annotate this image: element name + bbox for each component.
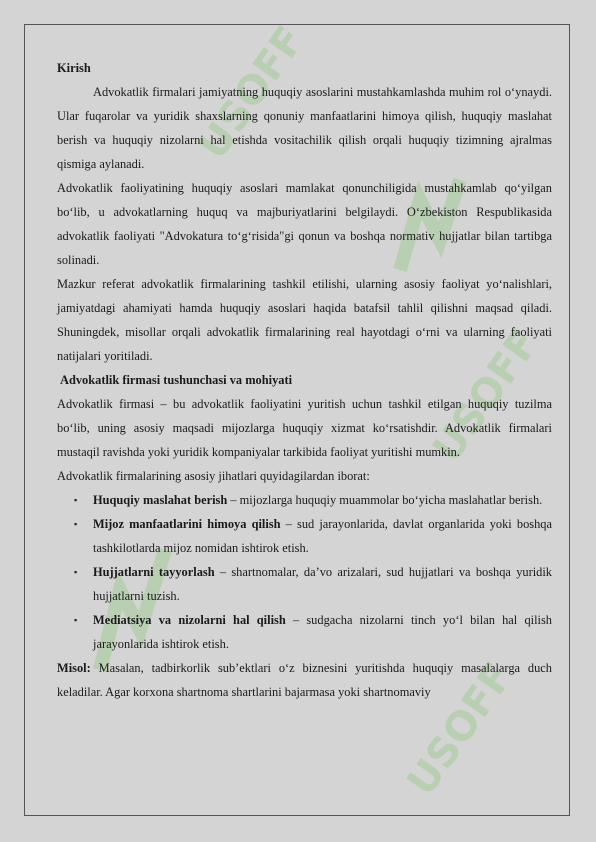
intro-paragraph-1: Advokatlik firmalari jamiyatning huquqiy asoslarini mustahkamlashda muhim rol o‘ynaydi. Ular fuqarolar va yuridik shaxslarning qonuniy manfaatlarini himoya qilish, huquqiy maslahat berish va huquqiy nizolarni hal etishda vositachilik qilish orqali huquqiy tizimning ajralmas qismiga aylanadi. xyxy=(57,85,552,171)
list-item-text: – mijozlarga huquqiy muammolar bo‘yicha maslahatlar berish. xyxy=(227,493,543,507)
aspects-list xyxy=(57,488,552,656)
bullet-icon: ▪ xyxy=(74,495,78,505)
svg-text:USOFF: USOFF xyxy=(190,18,314,168)
list-item-text: – shartnomalar, da’vo arizalari, sud hujjatlari va boshqa yuridik hujjatlarni tuzish. xyxy=(93,565,552,603)
svg-text:USOFF: USOFF xyxy=(398,654,523,804)
bullet-icon: ▪ xyxy=(74,567,78,577)
list-item xyxy=(57,560,552,608)
intro-heading: Kirish xyxy=(57,61,91,75)
list-item-text: – sud jarayonlarida, davlat organlarida yoki boshqa tashkilotlarda mijoz nomidan ishtirok etish. xyxy=(93,517,552,555)
bullet-icon: ▪ xyxy=(74,615,78,625)
example-paragraph xyxy=(57,656,552,704)
list-item xyxy=(57,512,552,560)
section-paragraph-2: Advokatlik firmalarining asosiy jihatlari quyidagilardan iborat: xyxy=(57,469,370,483)
section-heading: Advokatlik firmasi tushunchasi va mohiyati xyxy=(60,373,293,387)
list-item xyxy=(57,488,552,512)
list-item-text: – sudgacha nizolarni tinch yo‘l bilan hal qilish jarayonlarida ishtirok etish. xyxy=(93,613,552,651)
document-body xyxy=(57,56,552,704)
list-item-term: Hujjatlarni tayyorlash xyxy=(93,565,215,579)
svg-text:USOFF: USOFF xyxy=(424,321,548,471)
list-item-term: Mediatsiya va nizolarni hal qilish xyxy=(93,613,286,627)
bullet-icon: ▪ xyxy=(74,519,78,529)
intro-paragraph-3: Mazkur referat advokatlik firmalarining tashkil etilishi, ularning asosiy faoliyat yo‘nalishlari, jamiyatdagi ahamiyati hamda huquqiy asoslari haqida batafsil tahlil qilishni maqsad qiladi. Shuningdek, misollar orqali advokatlik firmalarining real hayotdagi o‘rni va ularning faoliyati natijalari yoritiladi. xyxy=(57,277,552,363)
list-item-term: Mijoz manfaatlarini himoya qilish xyxy=(93,517,281,531)
list-item xyxy=(57,608,552,656)
intro-paragraph-2: Advokatlik faoliyatining huquqiy asoslari mamlakat qonunchiligida mustahkamlab qo‘yilgan bo‘lib, u advokatlarning huquq va majburiyatlarini belgilaydi. O‘zbekiston Respublikasida advokatlik faoliyati "Advokatura to‘g‘risida"gi qonun va boshqa normativ hujjatlar bilan tartibga solinadi. xyxy=(57,181,552,267)
example-text: Masalan, tadbirkorlik sub’ektlari o‘z biznesini yuritishda huquqiy masalalarga duch keladilar. Agar korxona shartnoma shartlarini bajarmasa yoki shartnomaviy xyxy=(57,661,552,699)
example-label: Misol: xyxy=(57,661,91,675)
section-paragraph-1: Advokatlik firmasi – bu advokatlik faoliyatini yuritish uchun tashkil etilgan huquqiy tuzilma bo‘lib, uning asosiy maqsadi mijozlarga huquqiy xizmat ko‘rsatishdir. Advokatlik firmalari mustaqil ravishda yoki yuridik kompaniyalar tarkibida faoliyat yuritishi mumkin. xyxy=(57,397,552,459)
list-item-term: Huquqiy maslahat berish xyxy=(93,493,228,507)
